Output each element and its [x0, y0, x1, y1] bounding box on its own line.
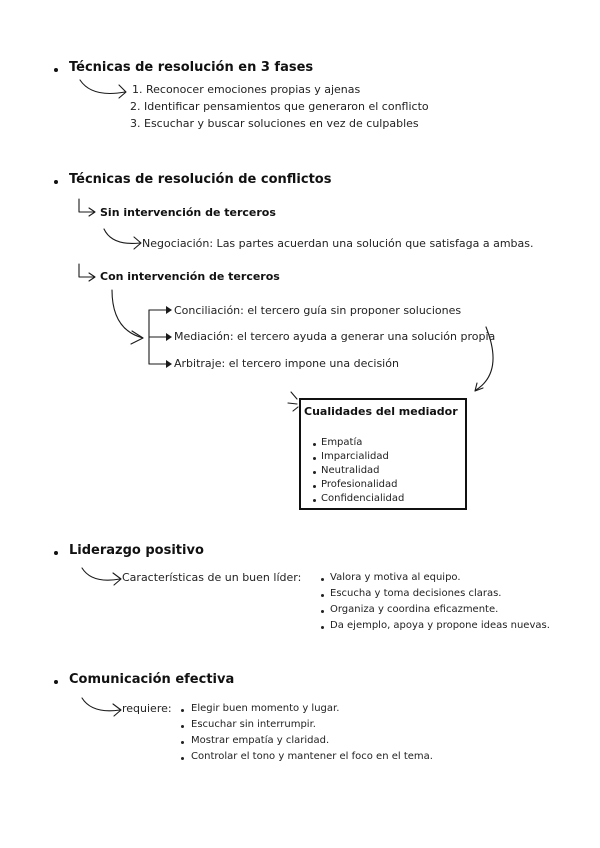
bullet-icon — [313, 499, 316, 502]
section-title: Liderazgo positivo — [69, 543, 204, 558]
elbow-arrow-icon — [79, 264, 95, 281]
section-title: Técnicas de resolución de conflictos — [69, 172, 332, 187]
bullet-icon — [313, 485, 316, 488]
list-item: 2. Identificar pensamientos que generaron el conflicto — [130, 100, 429, 113]
bullet-icon — [181, 757, 184, 760]
box-title: Cualidades del mediador — [304, 405, 458, 418]
list-item: Conciliación: el tercero guía sin proponer soluciones — [174, 304, 462, 317]
arrowhead-icon — [166, 333, 172, 341]
bracket-arrow-icon — [149, 310, 166, 364]
lead-text: requiere: — [122, 702, 172, 715]
bullet-icon — [321, 610, 324, 613]
arrowhead-icon — [166, 360, 172, 368]
bullet-icon — [181, 709, 184, 712]
section-title: Técnicas de resolución en 3 fases — [69, 60, 314, 75]
list-item: Empatía — [321, 437, 363, 448]
subheading-sin-terceros: Sin intervención de terceros — [100, 206, 276, 219]
bullet-icon — [321, 578, 324, 581]
negociacion-text: Negociación: Las partes acuerdan una solución que satisfaga a ambas. — [142, 237, 534, 250]
list-item: Mediación: el tercero ayuda a generar una solución propia — [174, 330, 496, 343]
bullet-icon — [313, 457, 316, 460]
curved-arrow-icon — [82, 568, 121, 585]
list-item: Controlar el tono y mantener el foco en el tema. — [191, 751, 433, 762]
bullet-icon — [54, 180, 58, 184]
list-item: Elegir buen momento y lugar. — [191, 703, 340, 714]
bullet-icon — [54, 680, 58, 684]
curved-arrow-icon — [104, 229, 141, 249]
bullet-icon — [54, 551, 58, 555]
list-item: Imparcialidad — [321, 451, 389, 462]
list-item: 3. Escuchar y buscar soluciones en vez de culpables — [130, 117, 419, 130]
list-item: Da ejemplo, apoya y propone ideas nuevas. — [330, 620, 550, 631]
bullet-icon — [313, 471, 316, 474]
bullet-icon — [321, 626, 324, 629]
lead-text: Características de un buen líder: — [122, 571, 302, 584]
bullet-icon — [181, 741, 184, 744]
list-item: Escucha y toma decisiones claras. — [330, 588, 502, 599]
list-item: Mostrar empatía y claridad. — [191, 735, 330, 746]
list-item: Valora y motiva al equipo. — [330, 572, 461, 583]
curved-arrow-icon — [112, 290, 143, 344]
bullet-icon — [313, 443, 316, 446]
bullet-icon — [54, 68, 58, 72]
curved-arrow-icon — [80, 80, 126, 98]
emphasis-marks-icon — [288, 392, 298, 411]
list-item: Confidencialidad — [321, 493, 405, 504]
list-item: Organiza y coordina eficazmente. — [330, 604, 499, 615]
subheading-con-terceros: Con intervención de terceros — [100, 270, 280, 283]
bullet-icon — [321, 594, 324, 597]
mediator-qualities-box — [299, 398, 467, 510]
arrowhead-icon — [166, 306, 172, 314]
bullet-icon — [181, 725, 184, 728]
list-item: Escuchar sin interrumpir. — [191, 719, 316, 730]
list-item: 1. Reconocer emociones propias y ajenas — [132, 83, 361, 96]
list-item: Neutralidad — [321, 465, 380, 476]
curved-arrow-icon — [82, 698, 121, 716]
list-item: Profesionalidad — [321, 479, 398, 490]
section-title: Comunicación efectiva — [69, 672, 235, 687]
list-item: Arbitraje: el tercero impone una decisión — [174, 357, 399, 370]
elbow-arrow-icon — [79, 199, 95, 216]
